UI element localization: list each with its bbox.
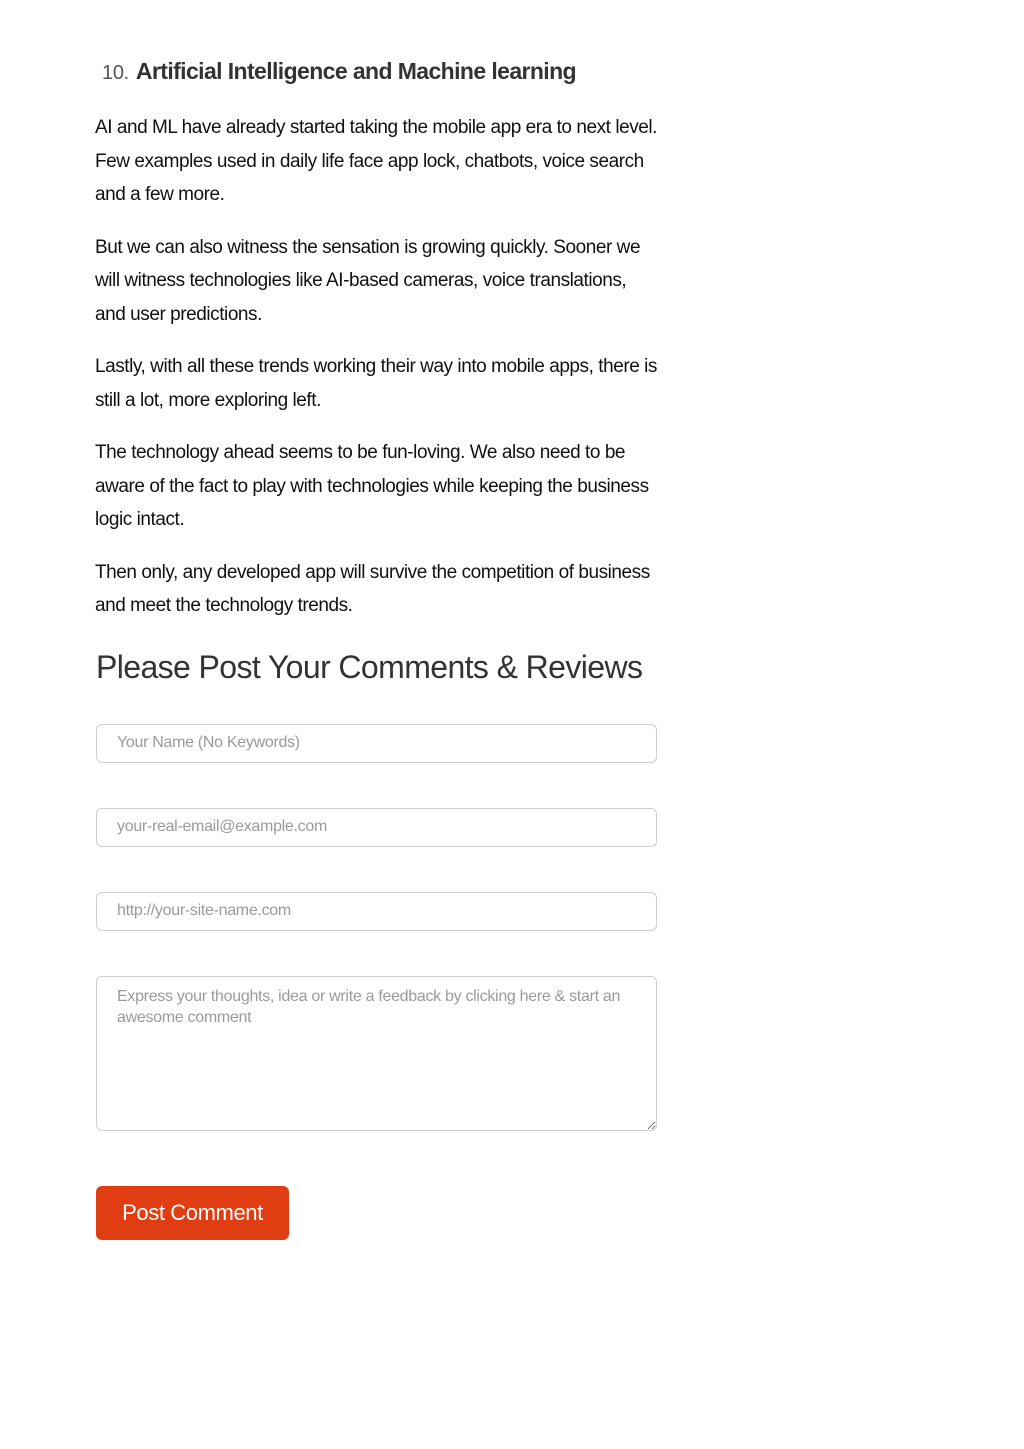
article-paragraph-4: The technology ahead seems to be fun-loving. We also need to be aware of the fact to play with technologies while keeping the business logic intact.: [95, 442, 649, 530]
article-paragraph-1: AI and ML have already started taking the mobile app era to next level. Few examples used in daily life face app lock, chatbots, voice search and a few more.: [95, 117, 657, 205]
post-comment-button[interactable]: Post Comment: [96, 1186, 289, 1240]
comment-textarea[interactable]: [96, 976, 657, 1131]
article-content: [95, 58, 657, 1240]
article-paragraph-3: Lastly, with all these trends working their way into mobile apps, there is still a lot, more exploring left.: [95, 356, 657, 411]
comments-title: Please Post Your Comments & Reviews: [96, 648, 643, 685]
website-input[interactable]: [96, 892, 657, 931]
article-paragraph-5: Then only, any developed app will survive the competition of business and meet the technology trends.: [95, 561, 650, 616]
section-number: 10.: [102, 62, 129, 84]
section-heading: [102, 58, 657, 85]
name-input[interactable]: [96, 724, 657, 763]
section-title: Artificial Intelligence and Machine learning: [135, 58, 576, 84]
article-paragraph-2: But we can also witness the sensation is growing quickly. Sooner we will witness technologies like AI-based cameras, voice translations, and user predictions.: [95, 236, 641, 325]
comment-form: [96, 724, 657, 1240]
email-input[interactable]: [96, 808, 657, 847]
